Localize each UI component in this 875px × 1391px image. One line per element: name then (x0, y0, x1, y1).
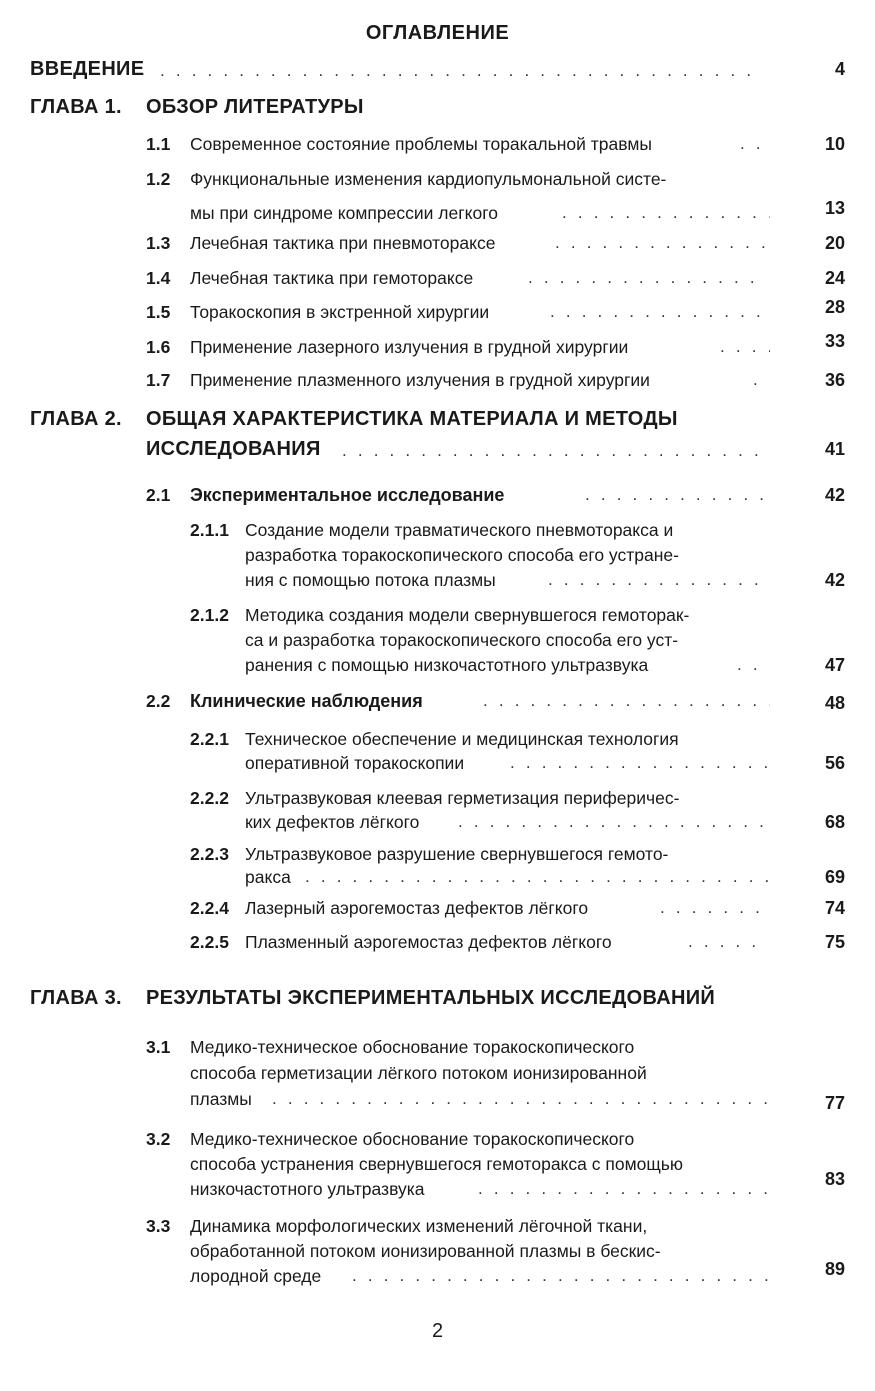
ch1-item-1-page: 10 (824, 134, 845, 154)
ch1-title: ОБЗОР ЛИТЕРАТУРЫ (146, 96, 364, 118)
ch1-item-1-text: Современное состояние проблемы торакальной травмы (190, 134, 652, 154)
s225-num: 2.2.5 (190, 932, 229, 952)
s22-page: 48 (824, 693, 845, 713)
ch1-item-2-text-line2: мы при синдроме компрессии легкого (190, 203, 498, 223)
dot-leader (483, 690, 770, 712)
ch1-item-5-text: Торакоскопия в экстренной хирургии (190, 302, 490, 322)
dot-leader (660, 897, 770, 919)
dot-leader (160, 60, 760, 82)
s221-num: 2.2.1 (190, 729, 229, 749)
s223-line2: ракса (245, 867, 291, 887)
dot-leader (528, 267, 758, 289)
s31-line3: плазмы (190, 1089, 252, 1109)
ch1-item-7-page: 36 (824, 370, 845, 390)
s224-page: 74 (824, 898, 845, 918)
dot-leader (342, 440, 770, 462)
s32-line3: низкочастотного ультразвука (190, 1179, 425, 1199)
dot-leader (352, 1265, 770, 1287)
s224-text: Лазерный аэрогемостаз дефектов лёгкого (245, 898, 589, 918)
s21-page: 42 (824, 485, 845, 505)
ch2-page: 41 (824, 439, 845, 459)
s222-page: 68 (824, 812, 845, 832)
s211-line3: ния с помощью потока плазмы (245, 570, 496, 590)
s225-text: Плазменный аэрогемостаз дефектов лёгкого (245, 932, 612, 952)
intro-label: ВВЕДЕНИЕ (30, 58, 145, 80)
s32-page: 83 (824, 1169, 845, 1189)
s222-num: 2.2.2 (190, 788, 229, 808)
s225-page: 75 (824, 932, 845, 952)
s31-line1: Медико-техническое обоснование торакоскопического (190, 1037, 635, 1057)
s221-line2: оперативной торакоскопии (245, 753, 465, 773)
ch1-item-6-num: 1.6 (146, 337, 171, 357)
s222-line2: ких дефектов лёгкого (245, 812, 420, 832)
s221-page: 56 (824, 753, 845, 773)
s211-line1: Создание модели травматического пневмоторакса и (245, 520, 674, 540)
s224-num: 2.2.4 (190, 898, 229, 918)
s33-line3: лородной среде (190, 1266, 322, 1286)
ch1-item-6-page: 33 (824, 331, 845, 351)
dot-leader (740, 133, 770, 155)
ch1-label: ГЛАВА 1. (30, 96, 122, 118)
s33-line2: обработанной потоком ионизированной плазмы в бескис- (190, 1241, 661, 1261)
ch1-item-3-text: Лечебная тактика при пневмотораксе (190, 233, 496, 253)
dot-leader (720, 336, 770, 358)
s223-num: 2.2.3 (190, 844, 229, 864)
s211-line2: разработка торакоскопического способа его устране- (245, 545, 679, 565)
dot-leader (458, 811, 770, 833)
s33-page: 89 (824, 1259, 845, 1279)
s211-num: 2.1.1 (190, 520, 229, 540)
dot-leader (272, 1088, 770, 1110)
s21-num: 2.1 (146, 485, 171, 505)
ch2-title-line2: ИССЛЕДОВАНИЯ (146, 438, 321, 460)
s32-line2: способа устранения свернувшегося гемоторакса с помощью (190, 1154, 683, 1174)
ch1-item-3-num: 1.3 (146, 233, 171, 253)
s221-line1: Техническое обеспечение и медицинская технология (245, 729, 679, 749)
s32-line1: Медико-техническое обоснование торакоскопического (190, 1129, 635, 1149)
intro-page: 4 (834, 59, 845, 79)
s212-page: 47 (824, 655, 845, 675)
ch1-item-6-text: Применение лазерного излучения в грудной хирургии (190, 337, 629, 357)
ch1-item-7-num: 1.7 (146, 370, 171, 390)
s22-title: Клинические наблюдения (190, 691, 423, 711)
ch1-item-4-num: 1.4 (146, 268, 171, 288)
s21-title: Экспериментальное исследование (190, 485, 505, 505)
ch1-item-1-num: 1.1 (146, 134, 171, 154)
s31-line2: способа герметизации лёгкого потоком ионизированной (190, 1063, 647, 1083)
s31-page: 77 (824, 1093, 845, 1113)
ch1-item-4-page: 24 (824, 268, 845, 288)
dot-leader (305, 866, 770, 888)
ch3-label: ГЛАВА 3. (30, 987, 122, 1009)
ch1-item-2-text-line1: Функциональные изменения кардиопульмональной систе- (190, 169, 667, 189)
dot-leader (562, 202, 770, 224)
s212-line1: Методика создания модели свернувшегося гемоторак- (245, 605, 690, 625)
ch1-item-4-text: Лечебная тактика при гемотораксе (190, 268, 474, 288)
dot-leader (478, 1178, 770, 1200)
s32-num: 3.2 (146, 1129, 171, 1149)
dot-leader (510, 752, 770, 774)
toc-title: ОГЛАВЛЕНИЕ (365, 22, 510, 44)
s212-line2: са и разработка торакоскопического способа его уст- (245, 630, 679, 650)
dot-leader (585, 484, 770, 506)
s33-num: 3.3 (146, 1216, 171, 1236)
s223-line1: Ультразвуковое разрушение свернувшегося гемото- (245, 844, 669, 864)
dot-leader (753, 369, 770, 391)
s222-line1: Ультразвуковая клеевая герметизация периферичес- (245, 788, 680, 808)
s33-line1: Динамика морфологических изменений лёгочной ткани, (190, 1216, 648, 1236)
ch1-item-2-num: 1.2 (146, 169, 171, 189)
dot-leader (548, 569, 770, 591)
ch2-label: ГЛАВА 2. (30, 408, 122, 430)
s22-num: 2.2 (146, 691, 171, 711)
ch3-title: РЕЗУЛЬТАТЫ ЭКСПЕРИМЕНТАЛЬНЫХ ИССЛЕДОВАНИЙ (146, 987, 716, 1009)
dot-leader (688, 931, 760, 953)
dot-leader (737, 654, 770, 676)
dot-leader (550, 301, 770, 323)
s211-page: 42 (824, 570, 845, 590)
ch1-item-7-text: Применение плазменного излучения в грудной хирургии (190, 370, 650, 390)
ch1-item-5-page: 28 (824, 297, 845, 317)
s223-page: 69 (824, 867, 845, 887)
dot-leader (555, 232, 770, 254)
ch1-item-2-page: 13 (824, 198, 845, 218)
s31-num: 3.1 (146, 1037, 171, 1057)
ch1-item-3-page: 20 (824, 233, 845, 253)
page-number: 2 (431, 1320, 444, 1342)
ch2-title-line1: ОБЩАЯ ХАРАКТЕРИСТИКА МАТЕРИАЛА И МЕТОДЫ (146, 408, 678, 430)
s212-line3: ранения с помощью низкочастотного ультразвука (245, 655, 649, 675)
s212-num: 2.1.2 (190, 605, 229, 625)
ch1-item-5-num: 1.5 (146, 302, 171, 322)
